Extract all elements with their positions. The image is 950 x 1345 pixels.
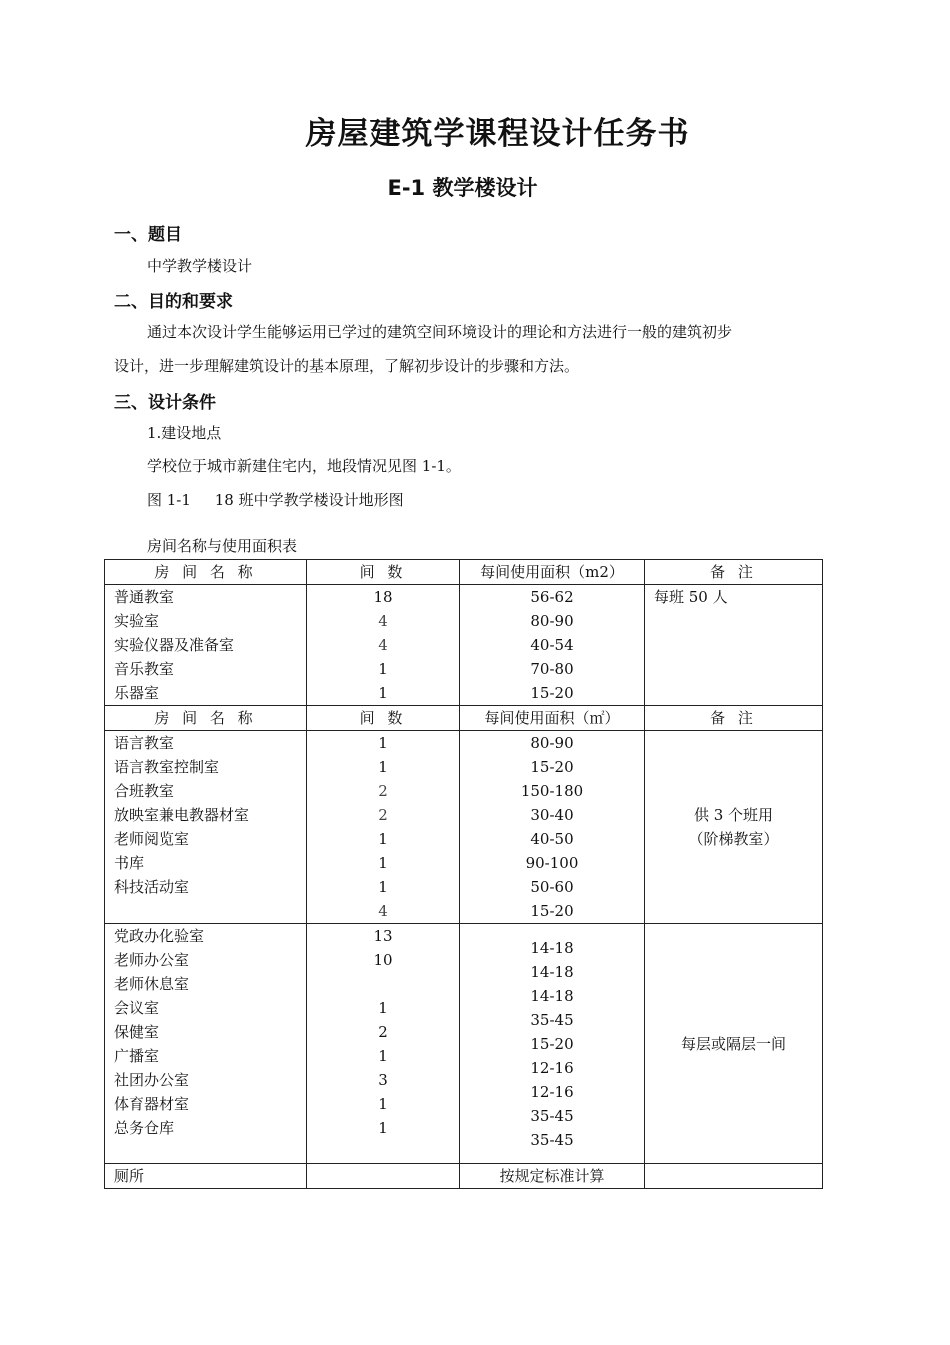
- room-area: 90-100: [525, 854, 579, 872]
- room-count: 1: [378, 1095, 388, 1113]
- room-count: 1: [378, 684, 388, 702]
- room-count: [307, 1164, 459, 1188]
- section-3-heading: 三、设计条件: [114, 393, 216, 413]
- room-name: 会议室: [114, 999, 160, 1017]
- room-name: 书库: [114, 854, 145, 872]
- room-area: 15-20: [530, 684, 574, 702]
- room-area: 40-50: [530, 830, 574, 848]
- header-area: 每间使用面积（㎡）: [460, 706, 645, 731]
- room-count: 1: [378, 878, 388, 896]
- room-area: 150-180: [520, 782, 584, 800]
- room-area: 14-18: [530, 939, 574, 957]
- room-name: 乐器室: [114, 684, 160, 702]
- room-name: 合班教室: [114, 782, 175, 800]
- room-note: （阶梯教室）: [688, 830, 779, 848]
- room-area: 70-80: [530, 660, 574, 678]
- room-name: [114, 899, 306, 923]
- document-title: 房屋建筑学课程设计任务书: [305, 116, 690, 152]
- room-area: 14-18: [530, 987, 574, 1005]
- room-count: 4: [378, 902, 388, 920]
- table-group-2: [105, 731, 823, 924]
- room-area: 40-54: [530, 636, 574, 654]
- room-area: 56-62: [530, 588, 574, 606]
- table-group-3: [105, 924, 823, 1164]
- room-name: 保健室: [114, 1023, 160, 1041]
- figure-caption: 图 1-1 18 班中学教学楼设计地形图: [147, 491, 404, 509]
- room-name: 老师办公室: [114, 951, 190, 969]
- room-count: 1: [378, 999, 388, 1017]
- room-count: 2: [378, 1023, 388, 1041]
- section-1-heading: 一、题目: [114, 225, 182, 245]
- header-count: 间 数: [307, 706, 460, 731]
- section-2-text-line1: 通过本次设计学生能够运用已学过的建筑空间环境设计的理论和方法进行一般的建筑初步: [147, 323, 733, 341]
- room-name: 老师阅览室: [114, 830, 190, 848]
- room-name: 广播室: [114, 1047, 160, 1065]
- room-count: 2: [378, 806, 388, 824]
- room-count: 1: [378, 758, 388, 776]
- room-note: 每班 50 人: [654, 588, 728, 606]
- header-room-name: 房 间 名 称: [105, 706, 307, 731]
- room-count: 1: [378, 660, 388, 678]
- section-2-text-line2: 设计，进一步理解建筑设计的基本原理，了解初步设计的步骤和方法。: [114, 357, 580, 375]
- room-name: 党政办化验室: [114, 927, 205, 945]
- header-note: 备 注: [645, 560, 823, 585]
- room-area: 80-90: [530, 612, 574, 630]
- room-count: 10: [373, 951, 393, 969]
- header-count: 间 数: [307, 560, 460, 585]
- table-header-row-2: [105, 706, 823, 731]
- document-subtitle: E-1 教学楼设计: [387, 176, 538, 200]
- room-area: 80-90: [530, 734, 574, 752]
- room-area: 30-40: [530, 806, 574, 824]
- room-count: 1: [378, 1119, 388, 1137]
- header-note: 备 注: [645, 706, 823, 731]
- room-name: 厕所: [114, 1167, 145, 1185]
- room-area: 15-20: [530, 758, 574, 776]
- room-area: 35-45: [530, 1011, 574, 1029]
- room-count: 1: [378, 1047, 388, 1065]
- room-name: 实验仪器及准备室: [114, 636, 235, 654]
- table-row-toilet: [105, 1164, 823, 1189]
- room-area: 15-20: [530, 1035, 574, 1053]
- room-note: 供 3 个班用: [693, 806, 774, 824]
- room-name: 音乐教室: [114, 660, 175, 678]
- section-1-text: 中学教学楼设计: [147, 257, 253, 275]
- room-count: 1: [378, 854, 388, 872]
- room-name: 老师休息室: [114, 975, 190, 993]
- room-name: 放映室兼电教器材室: [114, 806, 250, 824]
- room-area: 35-45: [530, 1107, 574, 1125]
- room-count: 1: [378, 830, 388, 848]
- room-name: 实验室: [114, 612, 160, 630]
- room-count: 13: [373, 927, 393, 945]
- room-count: 4: [378, 636, 388, 654]
- room-name: 社团办公室: [114, 1071, 190, 1089]
- section-3-item1: 1.建设地点: [147, 424, 222, 442]
- room-count: 4: [378, 612, 388, 630]
- room-note: [645, 1164, 822, 1188]
- room-area: 12-16: [530, 1059, 574, 1077]
- room-count: 3: [378, 1071, 388, 1089]
- room-count: [307, 972, 459, 996]
- room-area-table: [104, 559, 823, 1189]
- table-caption: 房间名称与使用面积表: [147, 537, 298, 555]
- room-area: 50-60: [530, 878, 574, 896]
- room-name: 科技活动室: [114, 878, 190, 896]
- room-name: 语言教室: [114, 734, 175, 752]
- section-2-heading: 二、目的和要求: [114, 292, 233, 312]
- room-area: 35-45: [530, 1131, 574, 1149]
- room-area: 12-16: [530, 1083, 574, 1101]
- room-name: 体育器材室: [114, 1095, 190, 1113]
- room-area: 14-18: [530, 963, 574, 981]
- header-area: 每间使用面积（m2）: [460, 560, 645, 585]
- room-count: 1: [378, 734, 388, 752]
- section-3-item1-text: 学校位于城市新建住宅内，地段情况见图 1-1。: [147, 457, 461, 475]
- room-name: 总务仓库: [114, 1119, 175, 1137]
- room-name: 语言教室控制室: [114, 758, 220, 776]
- room-note: 每层或隔层一间: [680, 1034, 786, 1053]
- header-room-name: 房 间 名 称: [105, 560, 307, 585]
- room-name: 普通教室: [114, 588, 175, 606]
- table-group-1: [105, 585, 823, 706]
- table-header-row: [105, 560, 823, 585]
- room-count: 18: [373, 588, 393, 606]
- room-area: 15-20: [530, 902, 574, 920]
- room-area: 按规定标准计算: [499, 1167, 605, 1185]
- room-count: 2: [378, 782, 388, 800]
